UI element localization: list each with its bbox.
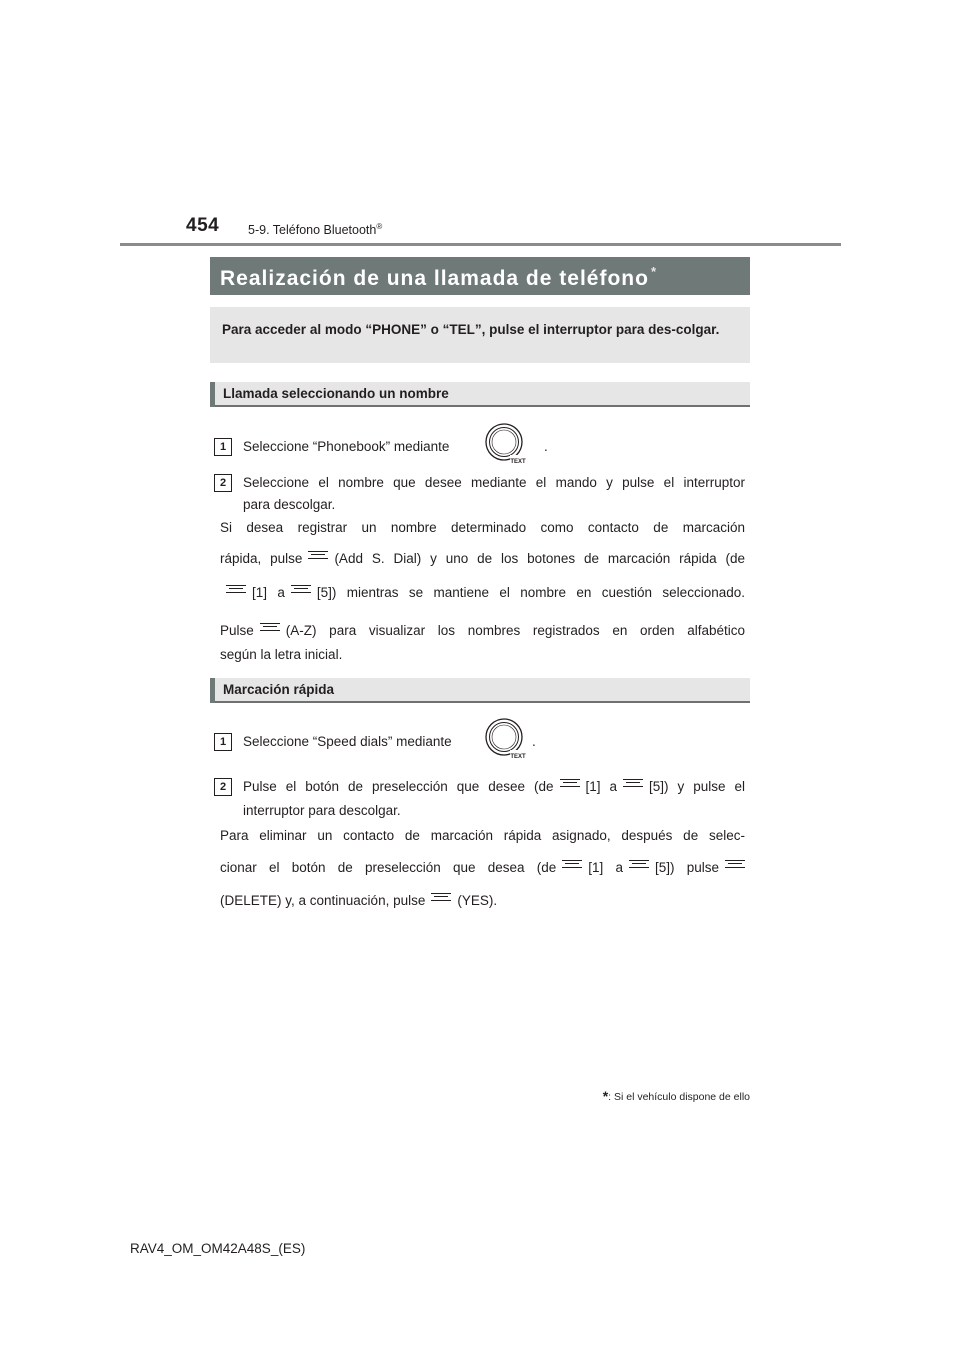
button-icon [562,860,582,868]
button-icon [308,551,328,559]
step-text-line: para descolgar. [243,497,336,512]
knob-label: TEXT [510,754,526,760]
page-number: 454 [186,215,220,236]
button-icon [291,585,311,593]
step-text-line: interruptor para descolgar. [243,803,401,818]
registered-mark: ® [376,222,383,231]
note-text: Pulse [220,623,254,638]
note-text: (DELETE) y, a continuación, pulse [220,893,426,908]
note-text: rápida, pulse [220,551,303,566]
note-text: (Add S. Dial) y uno de los botones de marcación rápida (de [334,551,745,566]
button-icon [623,779,643,787]
note-line [220,890,497,912]
note-text: [5]) pulse [655,860,719,875]
heading-accent [210,678,215,703]
step-number: 1 [214,733,232,751]
page-title: Realización de una llamada de teléfono [220,267,649,290]
note-line [220,548,745,570]
button-icon [260,623,280,631]
step-number: 2 [214,474,232,492]
note-line: Si desea registrar un nombre determinado como contacto de marcación [220,520,745,535]
note-line: Para eliminar un contacto de marcación rápida asignado, después de selec- [220,828,745,843]
section-heading-text: Llamada seleccionando un nombre [223,386,449,401]
step-number: 2 [214,778,232,796]
button-icon [226,585,246,593]
step-text: [5]) y pulse el [649,779,745,794]
note-text: (A-Z) para visualizar los nombres registrados en orden alfabético [285,623,745,638]
tuning-knob-icon [482,422,526,466]
note-text: [5]) mientras se mantiene el nombre en cuestión seleccionado. [316,585,745,600]
document-code: RAV4_OM_OM42A48S_(ES) [130,1241,306,1256]
note-line [220,620,745,642]
button-icon [431,893,451,901]
step-number: 1 [214,438,232,456]
step-text: Pulse el botón de preselección que desee (de [243,779,554,794]
step-text-before: Seleccione “Speed dials” mediante [243,734,452,749]
title-asterisk: * [650,264,657,279]
note-text: (YES). [457,893,498,908]
footnote [603,1088,750,1104]
note-text: cionar el botón de preselección que desea (de [220,860,557,875]
step-text [243,436,449,458]
footnote-text: : Si el vehículo dispone de ello [608,1091,750,1103]
note-line [220,857,745,879]
section-heading-name-call [210,382,750,407]
footnote-asterisk: * [602,1088,609,1104]
step-text: [1] a [585,779,618,794]
step-text-before: Seleccione “Phonebook” mediante [243,439,450,454]
button-icon [629,860,649,868]
section-heading-text: Marcación rápida [223,682,335,697]
section-path [248,222,382,237]
header-rule [120,243,841,246]
tuning-knob-icon [482,717,526,761]
section-heading-speed-dial [210,678,750,703]
note-text: [1] a [588,860,623,875]
step-text [243,731,452,753]
title-bar [210,257,750,295]
knob-label: TEXT [510,459,526,465]
note-line [220,582,745,604]
step-text-after: . [532,734,536,749]
step-text-after: . [544,439,548,454]
button-icon [725,860,745,868]
button-icon [560,779,580,787]
section-title: 5-9. Teléfono Bluetooth [248,223,377,237]
heading-accent [210,382,215,407]
intro-box [210,307,750,363]
intro-text: Para acceder al modo “PHONE” o “TEL”, pulse el interruptor para des-colgar. [222,322,720,337]
note-text: [1] a [252,585,285,600]
step-text-line [243,776,745,798]
note-line: según la letra inicial. [220,647,343,662]
step-text-line: Seleccione el nombre que desee mediante el mando y pulse el interruptor [243,475,745,490]
